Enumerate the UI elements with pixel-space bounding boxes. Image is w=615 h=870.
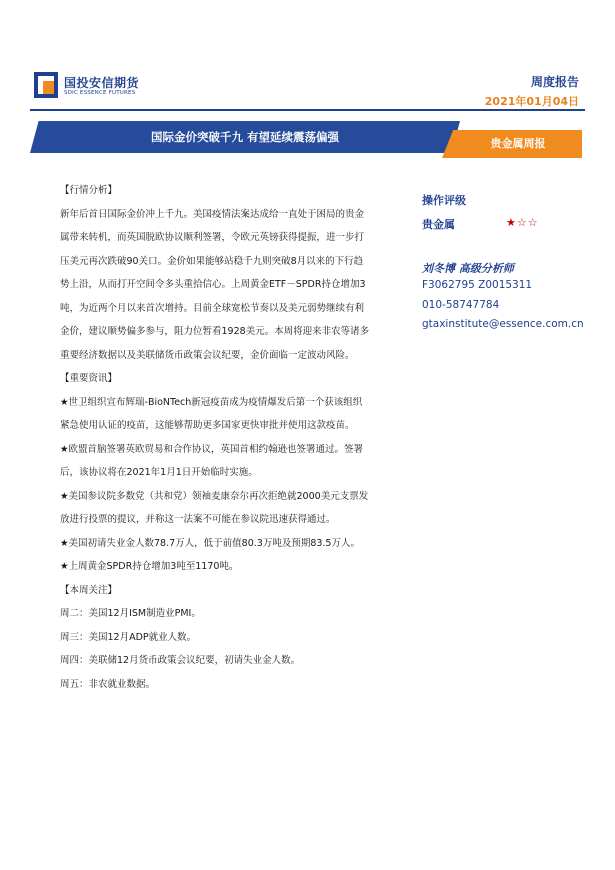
- news-line: ★世卫组织宣布辉瑞-BioNTech新冠疫苗成为疫情爆发后第一个获该组织: [60, 396, 363, 408]
- logo-name-en: SDIC ESSENCE FUTURES: [64, 90, 136, 96]
- market-line: 势上沿，从而打开空间令多头重拾信心。上周黄金ETF－SPDR持仓增加3: [60, 279, 366, 290]
- news-line: 后，该协议将在2021年1月1日开始临时实施。: [60, 467, 258, 478]
- focus-line: 周四：美联储12月货币政策会议纪要，初请失业金人数。: [60, 655, 301, 666]
- analyst-cert: F3062795 Z0015311: [422, 279, 533, 291]
- report-date: 2021年01月04日: [484, 95, 579, 108]
- news-line: 放进行投票的提议，并称这一法案不可能在参议院迅速获得通过。: [60, 514, 336, 525]
- market-line: 属带来转机，而英国脱欧协议顺利签署，令欧元英镑获得提振，进一步打: [60, 232, 365, 243]
- report-category-tag: 贵金属周报: [490, 137, 546, 150]
- section-heading-news: 【重要资讯】: [60, 373, 118, 384]
- logo-mark-icon: [34, 72, 58, 98]
- news-line: 紧急使用认证的疫苗，这能够帮助更多国家更快审批并使用这款疫苗。: [60, 420, 355, 431]
- rating-row: [422, 216, 612, 234]
- rating-stars-icon: ★☆☆: [506, 216, 539, 229]
- news-line: ★美国初请失业金人数78.7万人，低于前值80.3万吨及预期83.5万人。: [60, 537, 360, 549]
- rating-heading: 操作评级: [422, 194, 466, 207]
- market-line: 金价，建议顺势偏多参与，阻力位暂看1928美元。本周将迎来非农等诸多: [60, 326, 370, 337]
- section-heading-market: 【行情分析】: [60, 185, 118, 196]
- market-line: 吨，为近两个月以来首次增持。目前全球宽松节奏以及美元弱势继续有利: [60, 302, 365, 314]
- analyst-name: 刘冬博 高级分析师: [422, 262, 514, 275]
- main-content: [60, 179, 380, 696]
- sidebar: [422, 192, 612, 335]
- title-banner: [30, 118, 582, 158]
- news-line: ★美国参议院多数党（共和党）领袖麦康奈尔再次拒绝就2000美元支票发: [60, 490, 369, 502]
- rating-label: 贵金属: [422, 218, 455, 231]
- news-line: ★上周黄金SPDR持仓增加3吨至1170吨。: [60, 561, 239, 572]
- market-line: 压美元再次跌破90关口。金价如果能够站稳千九则突破8月以来的下行趋: [60, 255, 364, 267]
- logo-name-cn: 国投安信期货: [64, 76, 140, 90]
- analyst-phone: 010-58747784: [422, 298, 500, 311]
- market-line: 新年后首日国际金价冲上千九。美国疫情法案达成给一直处于困局的贵金: [60, 208, 365, 220]
- news-line: ★欧盟首脑签署英欧贸易和合作协议，英国首相约翰逊也签署通过。签署: [60, 443, 364, 455]
- market-line: 重要经济数据以及美联储货币政策会议纪要，金价面临一定波动风险。: [60, 349, 355, 361]
- focus-line: 周五：非农就业数据。: [60, 678, 156, 690]
- report-title: 国际金价突破千九 有望延续震荡偏强: [150, 130, 339, 144]
- focus-line: 周二：美国12月ISM制造业PMI。: [60, 608, 201, 619]
- company-logo: [34, 72, 174, 104]
- report-type: 周度报告: [530, 75, 579, 89]
- analyst-email[interactable]: gtaxinstitute@essence.com.cn: [422, 318, 584, 330]
- focus-line: 周三：美国12月ADP就业人数。: [60, 631, 197, 643]
- section-heading-focus: 【本周关注】: [60, 584, 118, 596]
- header-divider: [30, 109, 585, 111]
